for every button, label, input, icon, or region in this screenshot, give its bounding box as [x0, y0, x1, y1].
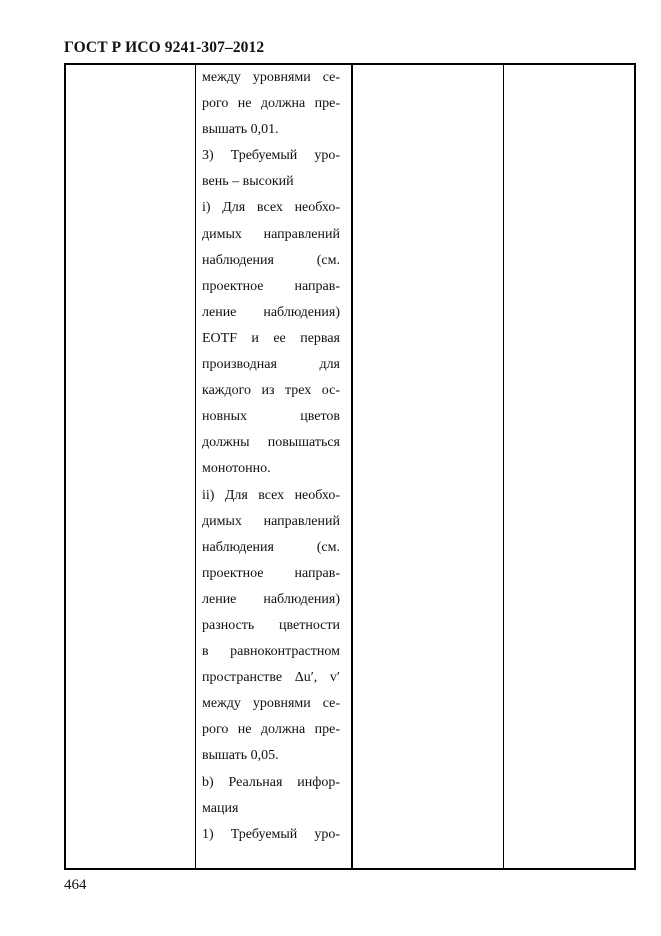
cell-text-line: димых направлений [202, 513, 340, 529]
cell-text-line: рого не должна пре- [202, 722, 340, 738]
cell-text-line: вышать 0,01. [202, 122, 279, 138]
cell-text-line: монотонно. [202, 461, 271, 477]
cell-text-line: пространстве Δu′, v′ [202, 670, 340, 686]
cell-text-line: разность цветности [202, 617, 340, 633]
cell-text-line: 1) Требуемый уро- [202, 826, 340, 842]
cell-text-line: вень – высокий [202, 174, 294, 190]
cell-text-line: в равноконтрастном [202, 644, 340, 660]
cell-text-line: димых направлений [202, 226, 340, 242]
cell-text-line: между уровнями се- [202, 70, 340, 85]
cell-text-line: ii) Для всех необхо- [202, 487, 340, 503]
cell-text-line: между уровнями се- [202, 696, 340, 712]
page-number: 464 [64, 877, 87, 893]
column-divider-1 [195, 65, 196, 868]
cell-text-line: EOTF и ее первая [202, 330, 340, 346]
column-divider-3 [503, 65, 504, 868]
cell-text-line: каждого из трех ос- [202, 383, 340, 399]
cell-text-line: рого не должна пре- [202, 96, 340, 112]
cell-text-line: наблюдения (см. [202, 252, 340, 268]
cell-text-line: ление наблюдения) [202, 591, 340, 607]
cell-text-line: проектное направ- [202, 278, 340, 294]
document-header: ГОСТ Р ИСО 9241-307–2012 [64, 39, 265, 56]
cell-text-line: вышать 0,05. [202, 748, 279, 764]
column-divider-2 [351, 65, 353, 868]
cell-text-line: i) Для всех необхо- [202, 200, 340, 216]
standards-table [64, 63, 636, 870]
cell-text-line: наблюдения (см. [202, 539, 340, 555]
cell-text-line: ление наблюдения) [202, 304, 340, 320]
cell-text-line: 3) Требуемый уро- [202, 148, 340, 164]
cell-text-line: b) Реальная инфор- [202, 774, 340, 790]
cell-text-line: мация [202, 800, 239, 816]
requirements-cell [202, 65, 340, 848]
cell-text-line: проектное направ- [202, 565, 340, 581]
cell-text-line: новных цветов [202, 409, 340, 425]
cell-text-line: должны повышаться [202, 435, 340, 451]
cell-text-line: производная для [202, 357, 340, 373]
